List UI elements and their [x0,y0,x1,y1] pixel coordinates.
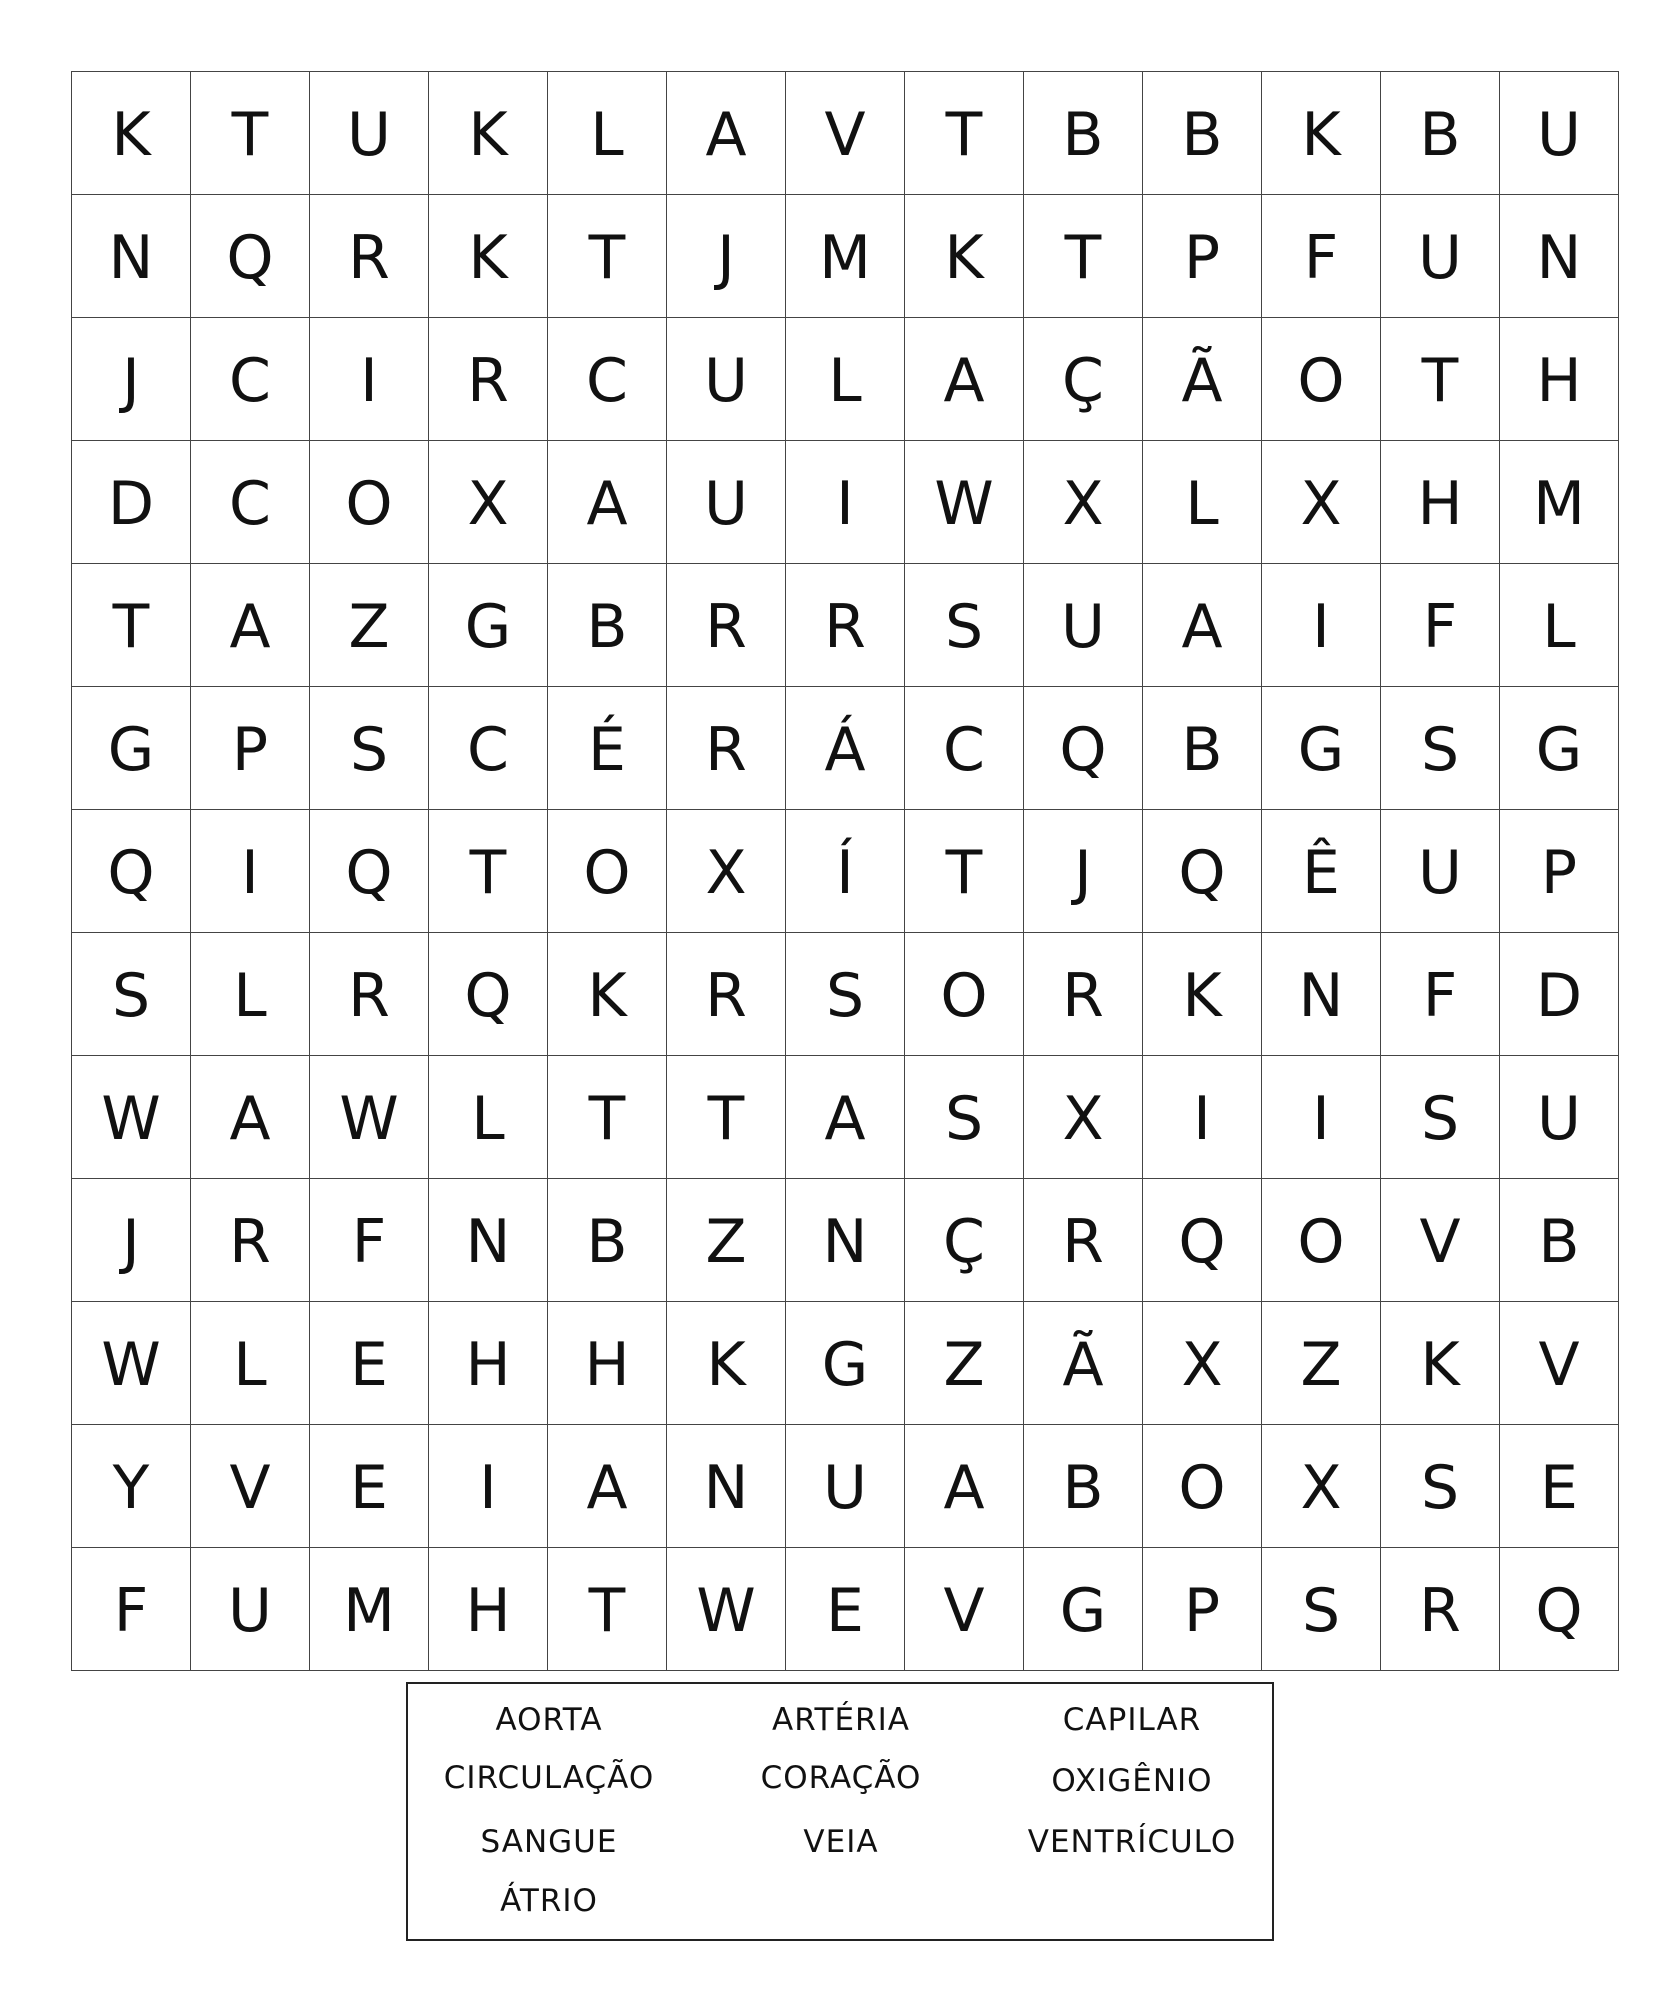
grid-cell: K [905,195,1024,318]
grid-cell: A [905,318,1024,441]
grid-cell: I [191,810,310,933]
grid-cell: L [429,1056,548,1179]
grid-cell: R [667,687,786,810]
grid-cell: Q [191,195,310,318]
grid-cell: M [1500,441,1619,564]
grid-cell: X [1024,441,1143,564]
grid-cell: F [1381,933,1500,1056]
grid-cell: A [667,72,786,195]
grid-cell: D [72,441,191,564]
word-search-grid [71,71,1619,1671]
grid-cell: R [786,564,905,687]
grid-cell: V [1381,1179,1500,1302]
grid-cell: É [548,687,667,810]
grid-cell: W [72,1056,191,1179]
grid-row [72,1548,1619,1671]
grid-cell: H [1500,318,1619,441]
grid-cell: E [786,1548,905,1671]
grid-cell: G [72,687,191,810]
grid-cell: Y [72,1425,191,1548]
grid-cell: G [1024,1548,1143,1671]
grid-cell: X [1024,1056,1143,1179]
grid-cell: F [310,1179,429,1302]
grid-cell: U [310,72,429,195]
grid-cell: L [191,933,310,1056]
grid-cell: K [1143,933,1262,1056]
grid-cell: F [1262,195,1381,318]
grid-cell: U [1500,1056,1619,1179]
grid-row [72,72,1619,195]
grid-cell: R [310,195,429,318]
grid-cell: T [548,1056,667,1179]
grid-cell: R [1024,933,1143,1056]
grid-cell: A [905,1425,1024,1548]
grid-cell: N [667,1425,786,1548]
grid-cell: Z [667,1179,786,1302]
grid-cell: U [1381,195,1500,318]
grid-cell: J [72,1179,191,1302]
grid-cell: A [786,1056,905,1179]
grid-cell: H [1381,441,1500,564]
word-list-item: ÁTRIO [500,1883,598,1919]
grid-cell: T [191,72,310,195]
grid-cell: S [1381,687,1500,810]
grid-cell: R [429,318,548,441]
grid-cell: S [905,1056,1024,1179]
grid-cell: Ç [905,1179,1024,1302]
grid-cell: C [191,441,310,564]
grid-cell: E [310,1302,429,1425]
grid-cell: N [429,1179,548,1302]
grid-cell: K [1381,1302,1500,1425]
word-list-item: SANGUE [480,1824,618,1860]
grid-cell: J [72,318,191,441]
grid-cell: L [786,318,905,441]
grid-cell: Ê [1262,810,1381,933]
grid-cell: S [1381,1056,1500,1179]
grid-cell: Q [1143,1179,1262,1302]
grid-cell: B [1024,72,1143,195]
grid-cell: Z [1262,1302,1381,1425]
word-list-item: AORTA [495,1702,603,1738]
grid-cell: X [1143,1302,1262,1425]
grid-cell: C [191,318,310,441]
grid-cell: B [548,564,667,687]
grid-cell: U [191,1548,310,1671]
grid-cell: N [72,195,191,318]
grid-cell: O [905,933,1024,1056]
grid-cell: I [786,441,905,564]
grid-cell: N [1500,195,1619,318]
grid-cell: T [548,195,667,318]
grid-cell: F [1381,564,1500,687]
grid-cell: I [310,318,429,441]
grid-cell: T [548,1548,667,1671]
grid-cell: X [667,810,786,933]
grid-cell: Ã [1024,1302,1143,1425]
grid-cell: A [191,564,310,687]
word-list-item: ARTÉRIA [772,1702,910,1738]
grid-cell: B [1143,72,1262,195]
grid-cell: K [72,72,191,195]
grid-cell: Í [786,810,905,933]
grid-cell: S [905,564,1024,687]
grid-cell: X [1262,441,1381,564]
grid-cell: Q [429,933,548,1056]
grid-cell: E [1500,1425,1619,1548]
grid-cell: N [786,1179,905,1302]
grid-cell: A [548,441,667,564]
grid-cell: O [1262,1179,1381,1302]
grid-cell: I [1262,564,1381,687]
word-list-item: CIRCULAÇÃO [443,1760,655,1796]
grid-cell: T [72,564,191,687]
grid-cell: Á [786,687,905,810]
grid-cell: A [548,1425,667,1548]
grid-row [72,810,1619,933]
grid-row [72,1056,1619,1179]
grid-cell: Q [72,810,191,933]
grid-cell: K [429,195,548,318]
grid-cell: G [1500,687,1619,810]
grid-cell: V [786,72,905,195]
grid-cell: R [191,1179,310,1302]
grid-cell: S [72,933,191,1056]
grid-cell: D [1500,933,1619,1056]
grid-cell: U [667,441,786,564]
word-list-item: CAPILAR [1062,1702,1202,1738]
grid-cell: C [429,687,548,810]
grid-cell: Z [310,564,429,687]
grid-cell: T [1381,318,1500,441]
grid-cell: J [667,195,786,318]
grid-cell: C [905,687,1024,810]
grid-cell: B [1143,687,1262,810]
word-list-item: VENTRÍCULO [1027,1824,1237,1860]
grid-cell: S [786,933,905,1056]
grid-cell: H [429,1548,548,1671]
grid-cell: G [429,564,548,687]
grid-cell: B [548,1179,667,1302]
word-list-item: OXIGÊNIO [1051,1763,1213,1799]
grid-row [72,1179,1619,1302]
word-list-item: CORAÇÃO [760,1760,922,1796]
grid-cell: E [310,1425,429,1548]
grid-row [72,1425,1619,1548]
grid-cell: B [1381,72,1500,195]
grid-row [72,687,1619,810]
grid-cell: Ã [1143,318,1262,441]
grid-cell: R [1381,1548,1500,1671]
grid-cell: K [548,933,667,1056]
grid-cell: S [1381,1425,1500,1548]
grid-cell: M [786,195,905,318]
grid-row [72,318,1619,441]
grid-cell: O [1143,1425,1262,1548]
grid-cell: H [429,1302,548,1425]
grid-cell: S [1262,1548,1381,1671]
grid-cell: J [1024,810,1143,933]
grid-row [72,195,1619,318]
grid-cell: O [1262,318,1381,441]
grid-cell: T [905,810,1024,933]
grid-cell: K [1262,72,1381,195]
grid-cell: M [310,1548,429,1671]
grid-cell: W [905,441,1024,564]
grid-cell: L [191,1302,310,1425]
grid-cell: K [667,1302,786,1425]
grid-cell: P [1143,1548,1262,1671]
grid-cell: X [429,441,548,564]
word-list-box [406,1682,1274,1941]
grid-cell: U [1500,72,1619,195]
grid-cell: G [786,1302,905,1425]
grid-cell: Q [310,810,429,933]
grid-cell: L [1500,564,1619,687]
grid-cell: O [548,810,667,933]
grid-cell: T [905,72,1024,195]
grid-cell: A [191,1056,310,1179]
grid-cell: I [1262,1056,1381,1179]
grid-cell: W [310,1056,429,1179]
grid-cell: O [310,441,429,564]
grid-cell: P [1143,195,1262,318]
grid-cell: R [667,933,786,1056]
grid-cell: L [548,72,667,195]
grid-cell: V [1500,1302,1619,1425]
grid-cell: U [667,318,786,441]
grid-cell: W [72,1302,191,1425]
grid-cell: T [1024,195,1143,318]
grid-row [72,564,1619,687]
grid-cell: P [191,687,310,810]
grid-cell: U [1024,564,1143,687]
grid-cell: U [1381,810,1500,933]
grid-cell: X [1262,1425,1381,1548]
grid-cell: U [786,1425,905,1548]
grid-cell: C [548,318,667,441]
grid-cell: T [667,1056,786,1179]
grid-row [72,441,1619,564]
grid-cell: V [905,1548,1024,1671]
grid-cell: Q [1500,1548,1619,1671]
grid-cell: L [1143,441,1262,564]
grid-row [72,1302,1619,1425]
word-list-item: VEIA [803,1824,879,1860]
grid-cell: P [1500,810,1619,933]
grid-row [72,933,1619,1056]
grid-cell: F [72,1548,191,1671]
grid-cell: V [191,1425,310,1548]
grid-cell: W [667,1548,786,1671]
grid-cell: S [310,687,429,810]
grid-cell: Ç [1024,318,1143,441]
grid-cell: Q [1024,687,1143,810]
grid-cell: R [667,564,786,687]
grid-cell: Z [905,1302,1024,1425]
grid-cell: K [429,72,548,195]
grid-cell: I [1143,1056,1262,1179]
grid-cell: B [1024,1425,1143,1548]
grid-cell: Q [1143,810,1262,933]
grid-cell: T [429,810,548,933]
grid-cell: I [429,1425,548,1548]
grid-cell: R [1024,1179,1143,1302]
grid-body [72,72,1619,1671]
grid-cell: H [548,1302,667,1425]
grid-cell: B [1500,1179,1619,1302]
grid-cell: N [1262,933,1381,1056]
grid-cell: G [1262,687,1381,810]
grid-cell: R [310,933,429,1056]
grid-cell: A [1143,564,1262,687]
